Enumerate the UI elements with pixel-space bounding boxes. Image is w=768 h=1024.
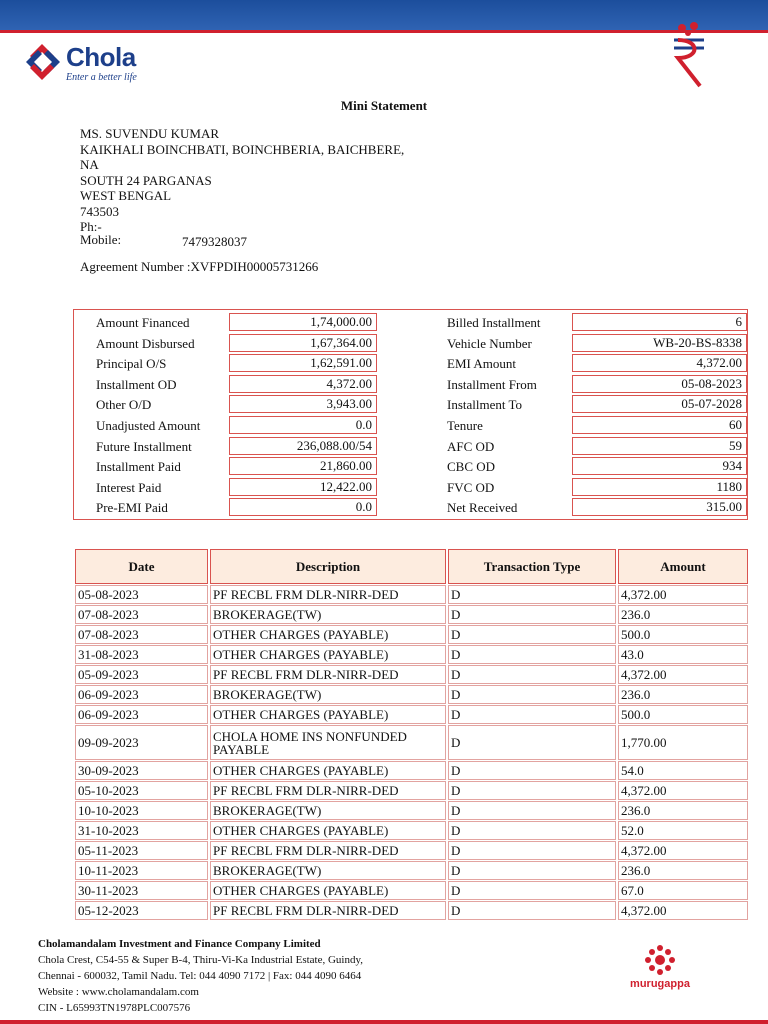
cell-description: BROKERAGE(TW) xyxy=(210,605,446,624)
table-row xyxy=(75,801,748,820)
summary-label: CBC OD xyxy=(447,459,496,475)
footer-accent-line xyxy=(0,1020,768,1024)
mobile-number: 7479328037 xyxy=(182,234,247,249)
cell-amount: 236.0 xyxy=(618,605,748,624)
summary-label: Installment From xyxy=(447,376,537,392)
cell-description: CHOLA HOME INS NONFUNDED PAYABLE xyxy=(210,725,446,760)
cell-description: OTHER CHARGES (PAYABLE) xyxy=(210,625,446,644)
address-line-3: SOUTH 24 PARGANAS xyxy=(80,172,212,188)
header-description: Description xyxy=(210,549,446,584)
summary-value: 934 xyxy=(572,457,747,475)
header-transaction-type: Transaction Type xyxy=(448,549,616,584)
cell-amount: 500.0 xyxy=(618,705,748,724)
summary-value: 0.0 xyxy=(229,416,377,434)
table-row xyxy=(75,821,748,840)
summary-row xyxy=(74,415,747,436)
summary-label: Interest Paid xyxy=(96,479,162,495)
table-row xyxy=(75,585,748,604)
summary-value: 1,62,591.00 xyxy=(229,354,377,372)
murugappa-logo xyxy=(620,942,700,998)
cell-date: 10-10-2023 xyxy=(75,801,208,820)
table-row xyxy=(75,685,748,704)
murugappa-text: murugappa xyxy=(630,978,690,990)
cell-amount: 236.0 xyxy=(618,685,748,704)
summary-value: WB-20-BS-8338 xyxy=(572,334,747,352)
table-row xyxy=(75,841,748,860)
cell-type: D xyxy=(448,625,616,644)
cell-date: 06-09-2023 xyxy=(75,685,208,704)
cell-description: OTHER CHARGES (PAYABLE) xyxy=(210,881,446,900)
table-row xyxy=(75,605,748,624)
customer-name: MS. SUVENDU KUMAR xyxy=(80,126,220,141)
cell-date: 05-09-2023 xyxy=(75,665,208,684)
summary-row xyxy=(74,353,747,374)
header-date: Date xyxy=(75,549,208,584)
cell-description: OTHER CHARGES (PAYABLE) xyxy=(210,645,446,664)
cell-type: D xyxy=(448,645,616,664)
cell-description: OTHER CHARGES (PAYABLE) xyxy=(210,821,446,840)
chola-logo xyxy=(24,42,164,86)
cell-type: D xyxy=(448,705,616,724)
cell-type: D xyxy=(448,761,616,780)
cell-date: 09-09-2023 xyxy=(75,725,208,760)
cell-amount: 4,372.00 xyxy=(618,665,748,684)
summary-label: Vehicle Number xyxy=(447,335,532,351)
cell-date: 30-09-2023 xyxy=(75,761,208,780)
cell-amount: 4,372.00 xyxy=(618,901,748,920)
loan-summary-panel xyxy=(73,309,748,520)
summary-label: Amount Financed xyxy=(96,315,190,330)
summary-value: 12,422.00 xyxy=(229,478,377,496)
page-title: Mini Statement xyxy=(340,98,428,113)
table-row xyxy=(75,625,748,644)
address-line-1: KAIKHALI BOINCHBATI, BOINCHBERIA, BAICHBERE, xyxy=(80,141,405,157)
cell-amount: 4,372.00 xyxy=(618,585,748,604)
cell-description: PF RECBL FRM DLR-NIRR-DED xyxy=(210,585,446,604)
summary-row xyxy=(74,374,747,395)
table-row xyxy=(75,761,748,780)
summary-row xyxy=(74,477,747,498)
summary-row xyxy=(74,497,747,518)
summary-value: 21,860.00 xyxy=(229,457,377,475)
summary-label: Pre-EMI Paid xyxy=(96,500,168,516)
summary-value: 60 xyxy=(572,416,747,434)
summary-label: Other O/D xyxy=(96,397,152,413)
cell-amount: 500.0 xyxy=(618,625,748,644)
summary-label: AFC OD xyxy=(447,438,495,454)
murugappa-flower-icon xyxy=(620,942,700,978)
company-website: Website : www.cholamandalam.com xyxy=(38,986,199,998)
summary-value: 1,67,364.00 xyxy=(229,334,377,352)
cell-description: OTHER CHARGES (PAYABLE) xyxy=(210,761,446,780)
cell-description: PF RECBL FRM DLR-NIRR-DED xyxy=(210,781,446,800)
summary-value: 05-07-2028 xyxy=(572,395,747,413)
cell-amount: 43.0 xyxy=(618,645,748,664)
summary-row xyxy=(74,436,747,457)
company-address-1: Chola Crest, C54-55 & Super B-4, Thiru-Vi-Ka Industrial Estate, Guindy, xyxy=(38,954,364,966)
brand-tagline: Enter a better life xyxy=(66,72,137,83)
summary-label: Amount Disbursed xyxy=(96,335,195,351)
cell-type: D xyxy=(448,665,616,684)
summary-value: 4,372.00 xyxy=(572,354,747,372)
cell-description: OTHER CHARGES (PAYABLE) xyxy=(210,705,446,724)
cell-date: 30-11-2023 xyxy=(75,881,208,900)
cell-amount: 1,770.00 xyxy=(618,725,748,760)
cell-date: 07-08-2023 xyxy=(75,605,208,624)
table-row xyxy=(75,781,748,800)
cell-amount: 4,372.00 xyxy=(618,841,748,860)
table-row xyxy=(75,881,748,900)
company-address-2: Chennai - 600032, Tamil Nadu. Tel: 044 4090 7172 | Fax: 044 4090 6464 xyxy=(38,970,362,982)
summary-label: FVC OD xyxy=(447,479,495,495)
agreement-value: XVFPDIH00005731266 xyxy=(190,259,319,274)
summary-value: 236,088.00/54 xyxy=(229,437,377,455)
cell-date: 06-09-2023 xyxy=(75,705,208,724)
cell-amount: 52.0 xyxy=(618,821,748,840)
cell-type: D xyxy=(448,861,616,880)
summary-label: Tenure xyxy=(447,418,483,433)
cell-amount: 4,372.00 xyxy=(618,781,748,800)
summary-label: EMI Amount xyxy=(447,356,516,372)
summary-label: Future Installment xyxy=(96,438,192,454)
cell-type: D xyxy=(448,881,616,900)
cell-date: 05-08-2023 xyxy=(75,585,208,604)
cell-type: D xyxy=(448,801,616,820)
cell-description: BROKERAGE(TW) xyxy=(210,801,446,820)
cell-amount: 236.0 xyxy=(618,801,748,820)
summary-value: 05-08-2023 xyxy=(572,375,747,393)
summary-value: 59 xyxy=(572,437,747,455)
cell-description: PF RECBL FRM DLR-NIRR-DED xyxy=(210,841,446,860)
cell-type: D xyxy=(448,901,616,920)
summary-row xyxy=(74,456,747,477)
phone-label: Ph:- xyxy=(80,219,102,234)
cell-type: D xyxy=(448,685,616,704)
table-row xyxy=(75,901,748,920)
address-line-2: NA xyxy=(80,157,99,172)
cell-description: PF RECBL FRM DLR-NIRR-DED xyxy=(210,665,446,684)
summary-row xyxy=(74,312,747,333)
cell-type: D xyxy=(448,781,616,800)
cell-date: 05-11-2023 xyxy=(75,841,208,860)
cell-date: 05-10-2023 xyxy=(75,781,208,800)
cell-description: BROKERAGE(TW) xyxy=(210,685,446,704)
cell-description: PF RECBL FRM DLR-NIRR-DED xyxy=(210,901,446,920)
cell-amount: 54.0 xyxy=(618,761,748,780)
summary-value: 1,74,000.00 xyxy=(229,313,377,331)
mobile-label: Mobile: xyxy=(80,232,122,247)
company-cin: CIN - L65993TN1978PLC007576 xyxy=(38,1002,191,1014)
summary-value: 0.0 xyxy=(229,498,377,516)
chola-mark-icon xyxy=(24,42,62,82)
cell-type: D xyxy=(448,821,616,840)
summary-value: 1180 xyxy=(572,478,747,496)
header-amount: Amount xyxy=(618,549,748,584)
cell-amount: 67.0 xyxy=(618,881,748,900)
cell-type: D xyxy=(448,585,616,604)
cell-date: 31-08-2023 xyxy=(75,645,208,664)
cell-date: 31-10-2023 xyxy=(75,821,208,840)
table-row xyxy=(75,665,748,684)
summary-value: 315.00 xyxy=(572,498,747,516)
cell-amount: 236.0 xyxy=(618,861,748,880)
cell-type: D xyxy=(448,725,616,760)
cell-date: 10-11-2023 xyxy=(75,861,208,880)
table-row xyxy=(75,861,748,880)
table-row xyxy=(75,645,748,664)
customer-address-block xyxy=(80,126,440,235)
agreement-number xyxy=(80,259,318,275)
table-row xyxy=(75,725,748,760)
cell-date: 07-08-2023 xyxy=(75,625,208,644)
header-band xyxy=(0,0,768,30)
summary-label: Billed Installment xyxy=(447,315,541,330)
summary-label: Unadjusted Amount xyxy=(96,418,201,433)
cell-type: D xyxy=(448,605,616,624)
header-accent-line xyxy=(0,30,768,33)
summary-label: Installment To xyxy=(447,397,523,413)
summary-value: 4,372.00 xyxy=(229,375,377,393)
cell-date: 05-12-2023 xyxy=(75,901,208,920)
summary-label: Installment OD xyxy=(96,376,177,392)
cell-description: BROKERAGE(TW) xyxy=(210,861,446,880)
agreement-label: Agreement Number : xyxy=(80,259,191,274)
rupee-emblem-icon xyxy=(664,20,714,92)
address-pincode: 743503 xyxy=(80,203,119,219)
footer xyxy=(38,936,363,1016)
cell-type: D xyxy=(448,841,616,860)
summary-label: Installment Paid xyxy=(96,459,181,475)
summary-label: Net Received xyxy=(447,500,518,516)
address-state: WEST BENGAL xyxy=(80,188,172,203)
summary-label: Principal O/S xyxy=(96,356,167,372)
summary-value: 6 xyxy=(572,313,747,331)
table-row xyxy=(75,705,748,724)
brand-name: Chola xyxy=(66,42,136,72)
company-name: Cholamandalam Investment and Finance Company Limited xyxy=(38,938,321,950)
summary-value: 3,943.00 xyxy=(229,395,377,413)
summary-row xyxy=(74,394,747,415)
summary-row xyxy=(74,333,747,354)
transactions-table xyxy=(73,548,750,921)
table-header-row xyxy=(75,549,748,584)
